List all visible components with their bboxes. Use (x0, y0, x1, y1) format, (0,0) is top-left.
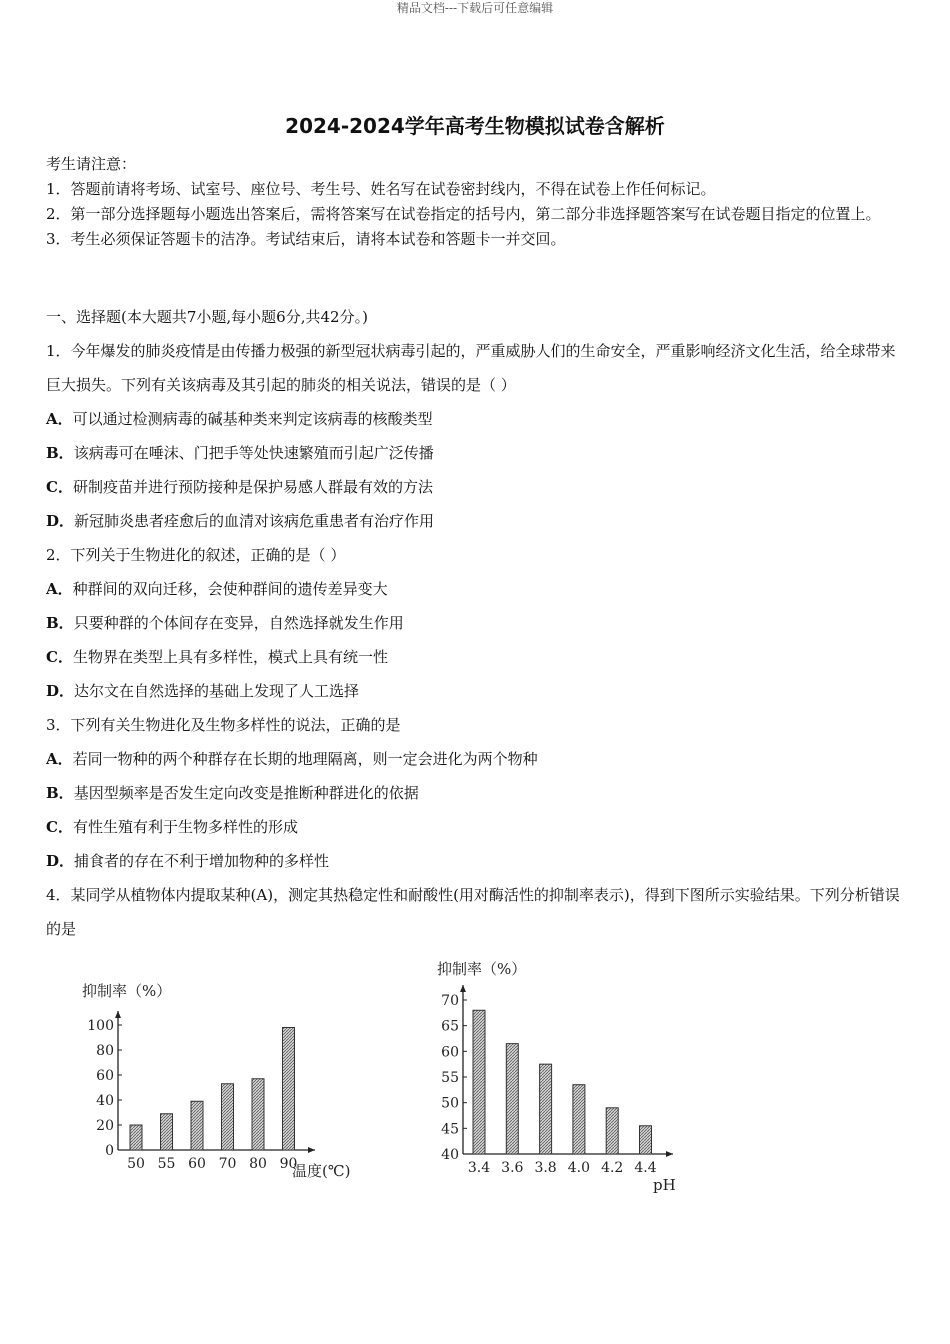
question-2-option-b (46, 606, 906, 640)
option-text: 达尔文在自然选择的基础上发现了人工选择 (74, 682, 360, 700)
y-tick-label: 0 (105, 1143, 114, 1159)
option-letter: B． (46, 784, 74, 802)
x-tick-label: 3.8 (534, 1160, 557, 1176)
option-text: 生物界在类型上具有多样性，模式上具有统一性 (72, 648, 388, 666)
document-watermark: 精品文档---下载后可任意编辑 (396, 1, 554, 15)
question-3-option-d (46, 844, 906, 878)
option-letter: D． (46, 512, 75, 530)
bar (573, 1085, 585, 1154)
temperature-inhibition-chart (70, 975, 370, 1190)
option-text: 只要种群的个体间存在变异，自然选择就发生作用 (73, 614, 404, 632)
question-3-stem: 3．下列有关生物进化及生物多样性的说法，正确的是 (46, 716, 401, 734)
x-tick-label: 4.2 (601, 1160, 624, 1176)
y-tick-label: 100 (87, 1018, 114, 1034)
y-tick-label: 65 (441, 1018, 459, 1035)
option-letter: C． (46, 478, 73, 496)
exam-title: 2024-2024学年高考生物模拟试卷含解析 (285, 114, 665, 138)
x-tick-label: 80 (249, 1156, 267, 1172)
ph-inhibition-chart (425, 955, 690, 1195)
question-1-option-b (46, 436, 906, 470)
bar (191, 1101, 203, 1150)
option-text: 可以通过检测病毒的碱基种类来判定该病毒的核酸类型 (72, 410, 433, 428)
y-axis-label: 抑制率（%） (82, 982, 172, 1000)
option-text: 研制疫苗并进行预防接种是保护易感人群最有效的方法 (72, 478, 433, 496)
y-axis-label: 抑制率（%） (437, 960, 527, 978)
option-text: 有性生殖有利于生物多样性的形成 (72, 818, 298, 836)
question-2-option-c (46, 640, 906, 674)
y-tick-label: 70 (441, 993, 459, 1009)
bar (252, 1079, 264, 1150)
option-text: 捕食者的存在不利于增加物种的多样性 (74, 852, 330, 870)
question-4-stem: 4．某同学从植物体内提取某种(A)，测定其热稳定性和耐酸性(用对酶活性的抑制率表示)，得到下图所示实验结果。下列分析错误的是 (46, 886, 900, 938)
option-letter: B． (46, 614, 74, 632)
question-3-option-b (46, 776, 906, 810)
question-list (46, 300, 906, 946)
x-tick-label: 55 (157, 1156, 176, 1172)
option-text: 该病毒可在唾沫、门把手等处快速繁殖而引起广泛传播 (73, 444, 434, 462)
x-axis-arrow (666, 1151, 673, 1157)
x-axis-arrow (308, 1147, 315, 1153)
y-tick-label: 60 (96, 1068, 114, 1084)
option-letter: A． (46, 580, 73, 598)
bar (130, 1125, 142, 1150)
y-tick-label: 45 (441, 1121, 459, 1138)
bar (222, 1084, 234, 1150)
notice-item-2: 2．第一部分选择题每小题选出答案后，需将答案写在试卷指定的括号内，第二部分非选择题答案写在试卷题目指定的位置上。 (46, 205, 881, 223)
bar (506, 1044, 518, 1154)
question-3-option-c (46, 810, 906, 844)
notice-heading: 考生请注意： (46, 155, 137, 173)
x-tick-label: 3.4 (467, 1160, 491, 1176)
y-tick-label: 50 (441, 1095, 459, 1112)
bar (283, 1028, 295, 1151)
question-3-option-a (46, 742, 906, 776)
question-1-option-c (46, 470, 906, 504)
question-1-option-d (46, 504, 906, 538)
exam-notice (46, 152, 906, 252)
x-tick-label: 50 (127, 1156, 145, 1172)
y-tick-label: 60 (441, 1044, 459, 1061)
notice-item-1: 1．答题前请将考场、试室号、座位号、考生号、姓名写在试卷密封线内，不得在试卷上作任何标记。 (46, 180, 716, 198)
x-tick-label: 4.0 (567, 1160, 591, 1176)
x-tick-label: 3.6 (501, 1160, 524, 1176)
x-axis-label: 温度(℃) (292, 1162, 351, 1180)
y-tick-label: 40 (441, 1147, 459, 1163)
question-2-option-a (46, 572, 906, 606)
bar (606, 1108, 618, 1154)
option-letter: D． (46, 682, 75, 700)
option-letter: D． (46, 852, 75, 870)
x-tick-label: 4.4 (634, 1160, 657, 1176)
y-axis-arrow (115, 1011, 121, 1018)
bar (640, 1126, 652, 1154)
option-letter: A． (46, 410, 73, 428)
x-tick-label: 90 (279, 1156, 298, 1172)
section-heading: 一、选择题(本大题共7小题,每小题6分,共42分。) (46, 308, 368, 326)
y-tick-label: 80 (96, 1043, 114, 1059)
option-letter: C． (46, 648, 73, 666)
question-1-option-a (46, 402, 906, 436)
question-2-option-d (46, 674, 906, 708)
notice-item-3: 3．考生必须保证答题卡的洁净。考试结束后，请将本试卷和答题卡一并交回。 (46, 230, 566, 248)
x-axis-label: pH (653, 1176, 676, 1194)
option-text: 种群间的双向迁移，会使种群间的遗传差异变大 (72, 580, 388, 598)
option-letter: C． (46, 818, 73, 836)
x-tick-label: 70 (218, 1156, 237, 1172)
bar (473, 1010, 485, 1154)
y-axis-arrow (460, 985, 466, 992)
bar (540, 1064, 552, 1154)
y-tick-label: 40 (96, 1093, 114, 1109)
y-tick-label: 55 (441, 1070, 459, 1086)
question-2-stem: 2．下列关于生物进化的叙述，正确的是（ ） (46, 546, 346, 564)
bar (161, 1114, 173, 1150)
option-letter: A． (46, 750, 73, 768)
option-text: 基因型频率是否发生定向改变是推断种群进化的依据 (73, 784, 419, 802)
option-text: 若同一物种的两个种群存在长期的地理隔离，则一定会进化为两个物种 (72, 750, 538, 768)
question-1-stem: 1．今年爆发的肺炎疫情是由传播力极强的新型冠状病毒引起的，严重威胁人们的生命安全，严重影响经济文化生活，给全球带来巨大损失。下列有关该病毒及其引起的肺炎的相关说法，错误的是（ ） (46, 342, 896, 394)
x-tick-label: 60 (188, 1156, 206, 1172)
y-tick-label: 20 (96, 1118, 114, 1134)
option-text: 新冠肺炎患者痊愈后的血清对该病危重患者有治疗作用 (74, 512, 435, 530)
option-letter: B． (46, 444, 74, 462)
